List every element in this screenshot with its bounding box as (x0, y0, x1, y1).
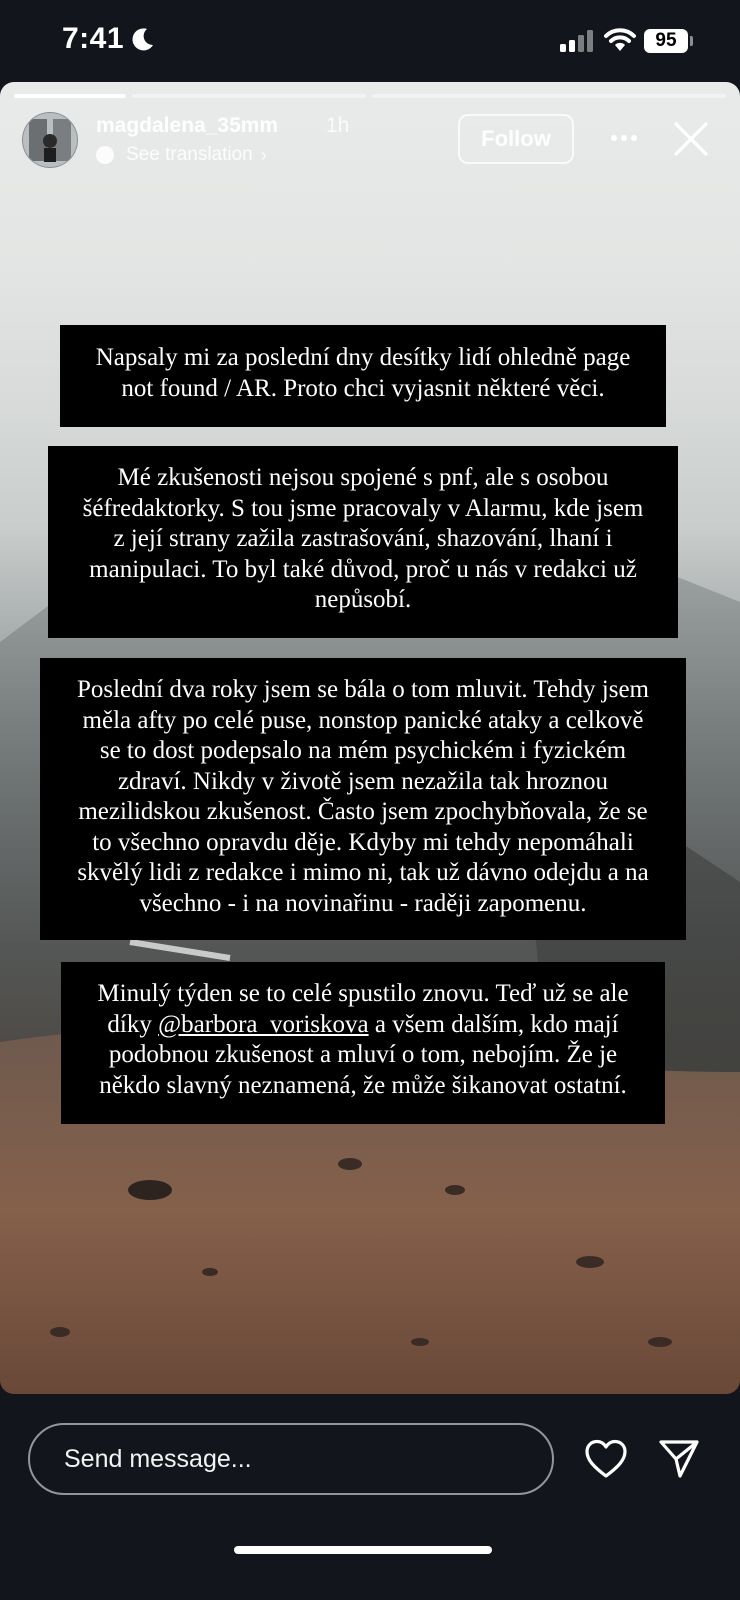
text-line: Minulý týden se to celé spustilo znovu. Teď už se ale (97, 980, 629, 1007)
story-text-block (40, 658, 686, 940)
text-line: manipulaci. To byl také důvod, proč u nás v redakci už (89, 555, 637, 583)
wifi-icon (604, 27, 636, 53)
moon-icon (130, 26, 156, 52)
story-progress-segment (14, 94, 126, 98)
text-line: Poslední dva roky jsem se bála o tom mluvit. Tehdy jsem (76, 676, 650, 703)
heart-icon[interactable] (584, 1438, 628, 1480)
close-icon[interactable] (674, 122, 708, 156)
see-translation-label: See translation (126, 144, 253, 165)
send-icon[interactable] (658, 1438, 700, 1480)
signal-icon (560, 30, 596, 52)
story-text-block (61, 962, 665, 1124)
home-indicator (234, 1546, 492, 1554)
text-line: měla afty po celé puse, nonstop panické ataky a celkově (82, 706, 644, 734)
text-line: mezilidskou zkušenost. Často jsem zpochybňovala, že se (78, 798, 648, 825)
text-fragment: díky (107, 1010, 159, 1038)
battery-level: 95 (644, 29, 688, 53)
text-line: Mé zkušenosti nejsou spojené s pnf, ale s osobou (117, 464, 609, 491)
story-progress-segment (372, 94, 726, 98)
text-line: někdo slavný neznamená, že může šikanovat ostatní. (99, 1071, 627, 1099)
mention-link[interactable]: @barbora_voriskova (158, 1010, 369, 1038)
story-text-block (60, 325, 666, 427)
follow-button[interactable]: Follow (458, 114, 574, 164)
text-line: nepůsobí. (314, 586, 412, 613)
text-line: not found / AR. Proto chci vyjasnit některé věci. (121, 374, 605, 402)
status-time: 7:41 (62, 22, 125, 55)
text-line (69, 1010, 657, 1041)
avatar-image (23, 113, 77, 167)
text-line: podobnou zkušenost a mluví o tom, nebojím. Že je (108, 1041, 618, 1068)
avatar[interactable] (22, 112, 78, 168)
text-fragment: a všem dalším, kdo mají (368, 1010, 619, 1038)
text-line: Napsaly mi za poslední dny desítky lidí ohledně page (95, 344, 631, 371)
more-icon[interactable] (610, 134, 638, 142)
story-progress-segment (132, 94, 366, 98)
send-message-input[interactable] (28, 1423, 554, 1495)
translate-icon (96, 146, 114, 164)
story-text-block (48, 446, 678, 638)
story-time: 1h (326, 114, 350, 137)
text-line: všechno - i na novinařinu - raději zapomenu. (139, 889, 587, 917)
username[interactable]: magdalena_35mm (96, 114, 279, 137)
text-line: to všechno opravdu děje. Kdyby mi tehdy nepomáhali (92, 828, 634, 856)
chevron-right-icon: › (260, 144, 267, 165)
see-translation-link[interactable] (96, 144, 267, 166)
text-line: skvělý lidi z redakce i mimo ni, tak už dávno odejdu a na (77, 859, 649, 886)
story-viewer[interactable] (0, 82, 740, 1394)
status-bar (0, 0, 740, 80)
text-line: šéfredaktorky. S tou jsme pracovaly v Alarmu, kde jsem (82, 494, 644, 522)
text-line: zdraví. Nikdy v životě jsem nezažila tak hroznou (117, 767, 609, 795)
text-line: se to dost podepsalo na mém psychickém i fyzickém (99, 737, 627, 764)
text-line: z její strany zažila zastrašování, shazování, lhaní i (113, 525, 613, 552)
battery-tip (690, 36, 693, 46)
